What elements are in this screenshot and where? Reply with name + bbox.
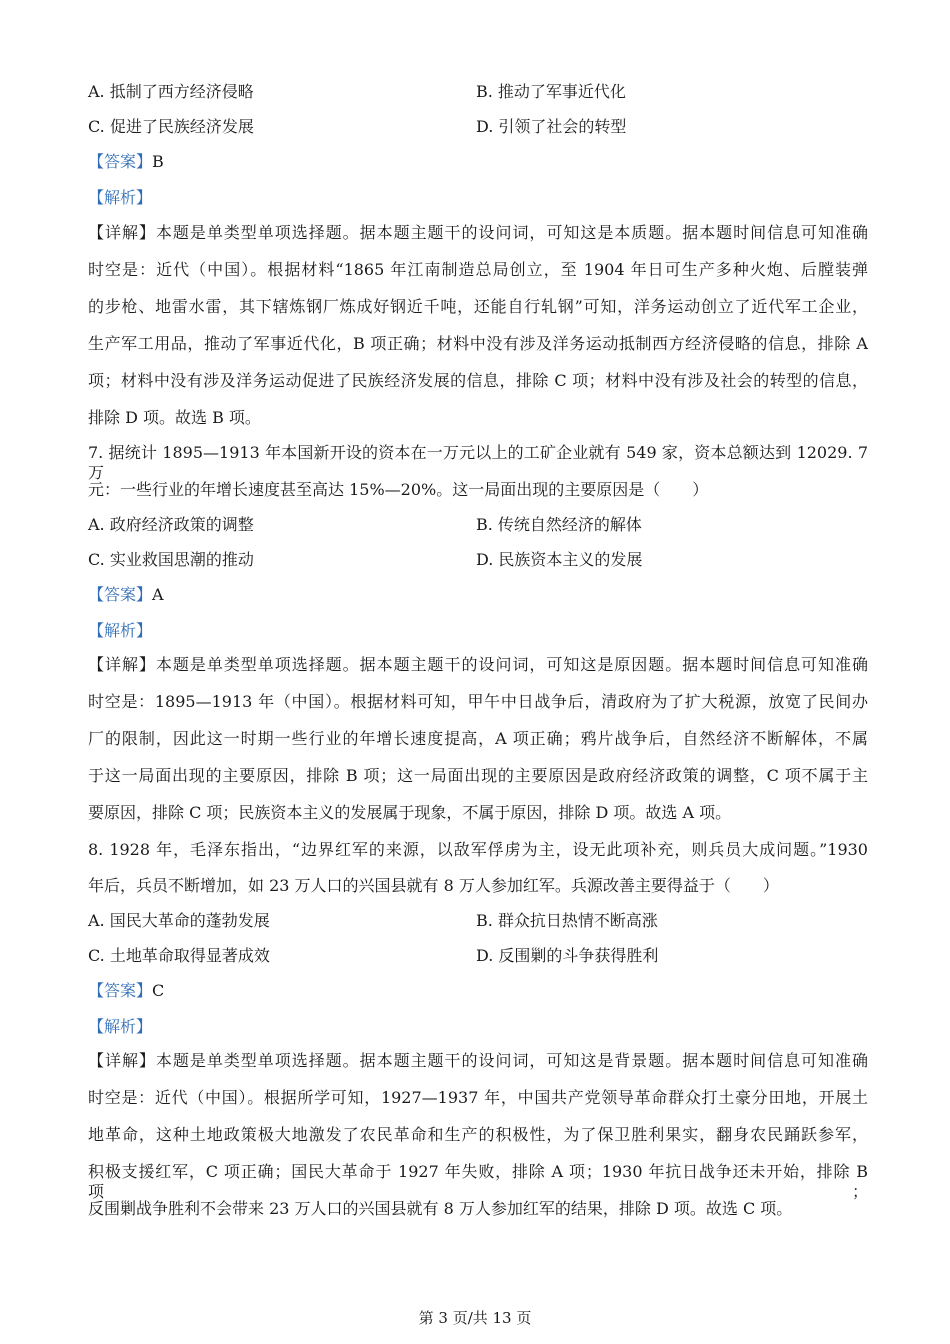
analysis-tag: 【解析】: [88, 1017, 153, 1036]
q8-detail-line: 时空是：近代（中国）。根据所学可知，1927—1937 年，中国共产党领导革命群众打土豪分田地，开展土: [88, 1088, 868, 1107]
q7-option-b: B. 传统自然经济的解体: [476, 515, 642, 534]
q8-stem-line: 年后，兵员不断增加，如 23 万人口的兴国县就有 8 万人参加红军。兵源改善主要得益于（ ）: [88, 876, 779, 895]
q6-analysis-heading: [88, 188, 868, 208]
detail-tag: 【详解】: [88, 1051, 156, 1070]
q8-analysis-heading: [88, 1017, 868, 1037]
q7-option-a: A. 政府经济政策的调整: [88, 515, 254, 534]
answer-value: A: [152, 585, 164, 604]
q8-option-b: B. 群众抗日热情不断高涨: [476, 911, 658, 930]
q8-option-a: A. 国民大革命的蓬勃发展: [88, 911, 270, 930]
q6-detail-line: [88, 223, 868, 243]
answer-value: C: [152, 981, 165, 1000]
q7-detail-line: 时空是：1895—1913 年（中国）。根据材料可知，甲午中日战争后，清政府为了扩大税源，放宽了民间办: [88, 692, 868, 711]
detail-tag: 【详解】: [88, 223, 156, 242]
page-footer: 第 3 页/共 13 页: [418, 1309, 532, 1327]
q8-detail-line: [88, 1051, 868, 1071]
q6-answer: [88, 152, 868, 172]
q8-detail-line: 反围剿战争胜利不会带来 23 万人口的兴国县就有 8 万人参加红军的结果，排除 D 项。故选 C 项。: [88, 1199, 793, 1218]
q7-stem-line: 元：一些行业的年增长速度甚至高达 15%—20%。这一局面出现的主要原因是（ ）: [88, 480, 709, 499]
answer-tag: 【答案】: [88, 152, 153, 171]
q7-answer: [88, 585, 868, 605]
q6-detail-line: 生产军工用品，推动了军事近代化，B 项正确；材料中没有涉及洋务运动抵制西方经济侵略的信息，排除 A: [88, 334, 868, 353]
q6-detail-line: 项；材料中没有涉及洋务运动促进了民族经济发展的信息，排除 C 项；材料中没有涉及社会的转型的信息，: [88, 371, 868, 390]
q7-detail-line: 于这一局面出现的主要原因，排除 B 项；这一局面出现的主要原因是政府经济政策的调整，C 项不属于主: [88, 766, 868, 785]
q7-detail-line: [88, 655, 868, 675]
detail-text: 本题是单类型单项选择题。据本题主题干的设问词，可知这是本质题。据本题时间信息可知准确: [155, 223, 868, 242]
answer-value: B: [152, 152, 164, 171]
q8-detail-line: 积极支援红军，C 项正确；国民大革命于 1927 年失败，排除 A 项；1930 年抗日战争还未开始，排除 B 项；: [88, 1162, 868, 1201]
analysis-tag: 【解析】: [88, 188, 153, 207]
analysis-tag: 【解析】: [88, 621, 153, 640]
q6-detail-line: 时空是：近代（中国）。根据材料“1865 年江南制造总局创立，至 1904 年日可生产多种火炮、后膛装弹: [88, 260, 868, 279]
q6-detail-line: 排除 D 项。故选 B 项。: [88, 408, 261, 427]
q8-answer: [88, 981, 868, 1001]
detail-tag: 【详解】: [88, 655, 156, 674]
q8-detail-line: 地革命，这种土地政策极大地激发了农民革命和生产的积极性，为了保卫胜利果实，翻身农民踊跃参军，: [88, 1125, 868, 1144]
q8-option-d: D. 反围剿的斗争获得胜利: [476, 946, 659, 965]
q7-detail-line: 厂的限制，因此这一时期一些行业的年增长速度提高，A 项正确；鸦片战争后，自然经济不断解体，不属: [88, 729, 868, 748]
q7-stem-line: 7. 据统计 1895—1913 年本国新开设的资本在一万元以上的工矿企业就有 549 家，资本总额达到 12029. 7 万: [88, 443, 868, 482]
q6-option-c: C. 促进了民族经济发展: [88, 117, 254, 136]
q6-detail-line: 的步枪、地雷水雷，其下辖炼钢厂炼成好钢近千吨，还能自行轧钢”可知，洋务运动创立了近代军工企业，: [88, 297, 868, 316]
q7-detail-line: 要原因，排除 C 项；民族资本主义的发展属于现象，不属于原因，排除 D 项。故选 A 项。: [88, 803, 732, 822]
q6-option-d: D. 引领了社会的转型: [476, 117, 627, 136]
detail-text: 本题是单类型单项选择题。据本题主题干的设问词，可知这是背景题。据本题时间信息可知准确: [155, 1051, 868, 1070]
q8-option-c: C. 土地革命取得显著成效: [88, 946, 270, 965]
answer-tag: 【答案】: [88, 981, 153, 1000]
q6-option-b: B. 推动了军事近代化: [476, 82, 626, 101]
q7-option-d: D. 民族资本主义的发展: [476, 550, 643, 569]
detail-text: 本题是单类型单项选择题。据本题主题干的设问词，可知这是原因题。据本题时间信息可知准确: [155, 655, 868, 674]
q6-option-a: A. 抵制了西方经济侵略: [88, 82, 254, 101]
answer-tag: 【答案】: [88, 585, 153, 604]
q8-stem-line: 8. 1928 年，毛泽东指出，“边界红军的来源，以敌军俘虏为主，设无此项补充，则兵员大成问题。”1930: [88, 840, 868, 859]
q7-analysis-heading: [88, 621, 868, 641]
q7-option-c: C. 实业救国思潮的推动: [88, 550, 254, 569]
